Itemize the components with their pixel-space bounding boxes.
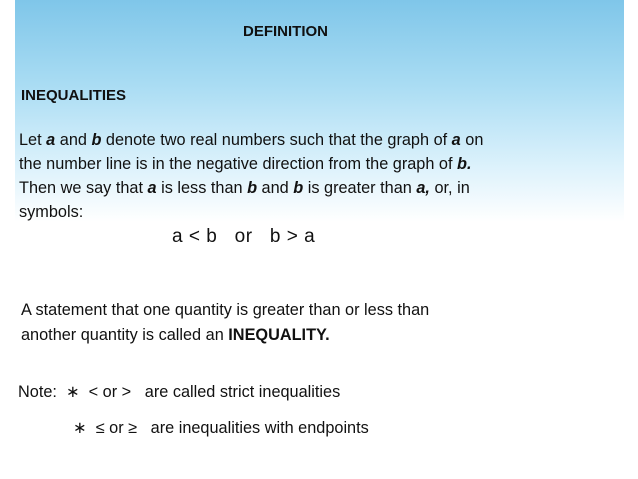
var-a: a — [451, 131, 461, 149]
var-b: b. — [457, 155, 472, 173]
var-b: b — [91, 131, 102, 149]
inequality-term: INEQUALITY. — [228, 326, 330, 344]
var-b: b — [293, 179, 304, 197]
var-a: a — [147, 179, 157, 197]
note-line-1: Note: ∗ < or > are called strict inequalities — [18, 383, 341, 401]
statement-line-2: another quantity is called an INEQUALITY. — [21, 326, 330, 344]
slide-subtitle: INEQUALITIES — [21, 87, 127, 104]
var-b: b — [247, 179, 258, 197]
math-expression: a < b or b > a — [172, 226, 316, 247]
definition-line-3: Then we say that a is less than b and b is greater than a, or, in — [19, 179, 470, 197]
definition-line-2: the number line is in the negative direction from the graph of b. — [19, 155, 472, 173]
slide-title: DEFINITION — [243, 23, 328, 40]
statement-line-1: A statement that one quantity is greater than or less than — [21, 301, 430, 319]
definition-line-1: Let a and b denote two real numbers such that the graph of a on — [19, 131, 484, 149]
var-a: a, — [416, 179, 430, 197]
var-a: a — [46, 131, 56, 149]
note-line-2: ∗ ≤ or ≥ are inequalities with endpoints — [73, 419, 369, 437]
definition-line-4: symbols: — [19, 203, 84, 221]
